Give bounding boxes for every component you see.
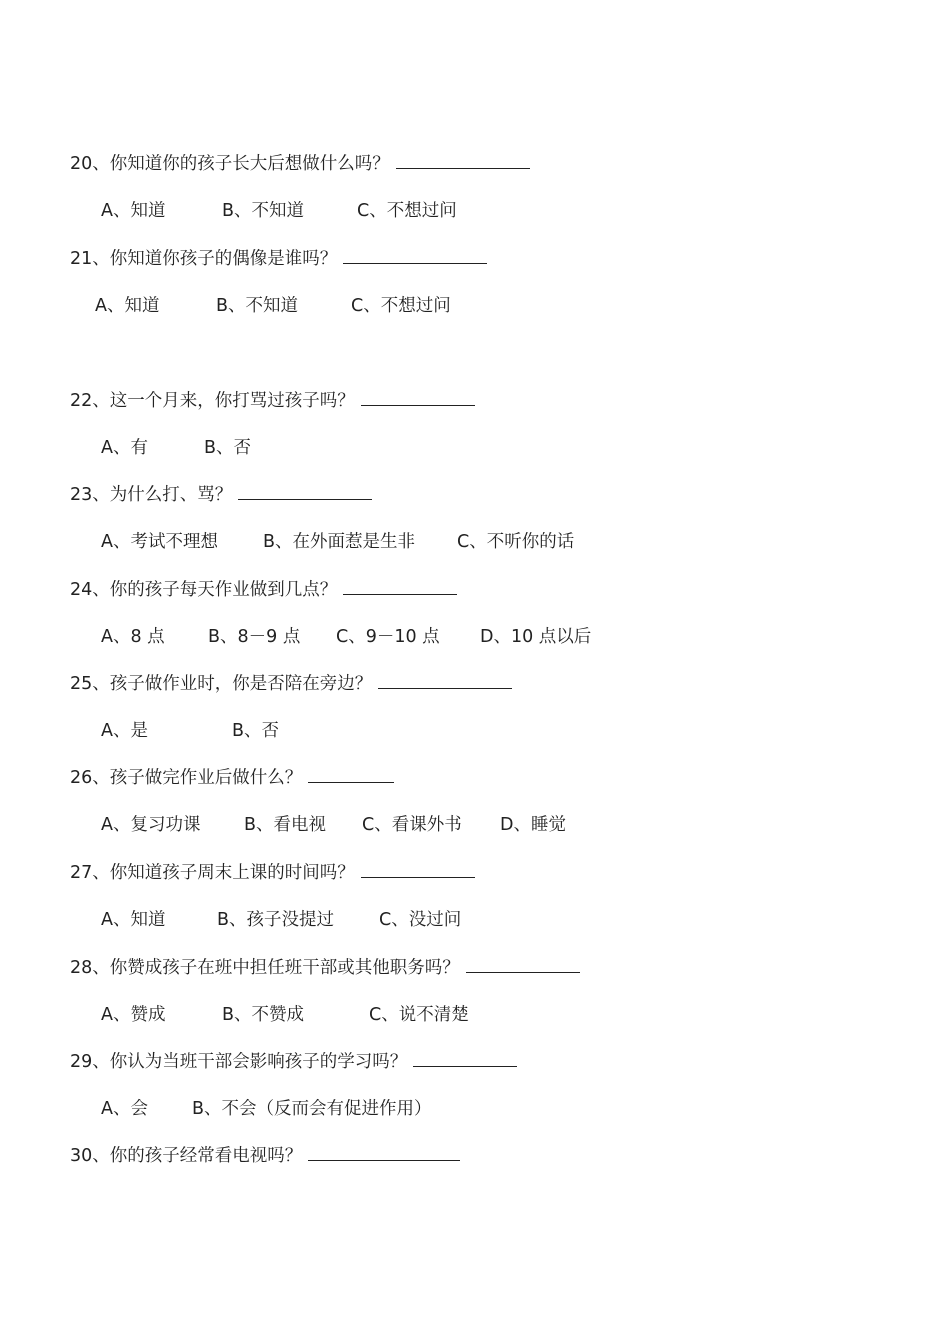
answer-blank[interactable] xyxy=(413,1065,517,1067)
option-b[interactable]: B、孩子没提过 xyxy=(217,910,335,930)
option-a[interactable]: A、知道 xyxy=(101,201,166,221)
options-29 xyxy=(0,1097,950,1121)
options-21 xyxy=(0,294,950,318)
option-c[interactable]: C、没过问 xyxy=(379,910,462,930)
question-21 xyxy=(70,247,487,271)
question-text: 25、孩子做作业时，你是否陪在旁边？ xyxy=(70,674,373,694)
question-text: 23、为什么打、骂？ xyxy=(70,485,233,505)
question-text: 21、你知道你孩子的偶像是谁吗？ xyxy=(70,249,338,269)
option-a[interactable]: A、8 点 xyxy=(101,627,165,647)
option-c[interactable]: C、9－10 点 xyxy=(336,627,440,647)
question-text: 22、这一个月来，你打骂过孩子吗？ xyxy=(70,391,355,411)
question-30 xyxy=(70,1144,460,1168)
question-text: 24、你的孩子每天作业做到几点？ xyxy=(70,580,338,600)
option-a[interactable]: A、知道 xyxy=(95,296,160,316)
option-a[interactable]: A、复习功课 xyxy=(101,815,201,835)
option-c[interactable]: C、看课外书 xyxy=(362,815,462,835)
option-a[interactable]: A、考试不理想 xyxy=(101,532,218,552)
question-28 xyxy=(70,956,580,980)
question-25 xyxy=(70,672,512,696)
options-25 xyxy=(0,719,950,743)
answer-blank[interactable] xyxy=(238,498,372,500)
answer-blank[interactable] xyxy=(308,1159,460,1161)
option-d[interactable]: D、睡觉 xyxy=(500,815,566,835)
answer-blank[interactable] xyxy=(378,687,512,689)
option-a[interactable]: A、会 xyxy=(101,1099,148,1119)
option-a[interactable]: A、赞成 xyxy=(101,1005,166,1025)
options-23 xyxy=(0,530,950,554)
option-a[interactable]: A、是 xyxy=(101,721,148,741)
option-d[interactable]: D、10 点以后 xyxy=(480,627,592,647)
option-b[interactable]: B、8－9 点 xyxy=(208,627,301,647)
option-c[interactable]: C、说不清楚 xyxy=(369,1005,469,1025)
option-c[interactable]: C、不想过问 xyxy=(357,201,457,221)
question-23 xyxy=(70,483,372,507)
question-text: 29、你认为当班干部会影响孩子的学习吗？ xyxy=(70,1052,408,1072)
question-text: 28、你赞成孩子在班中担任班干部或其他职务吗？ xyxy=(70,958,460,978)
option-b[interactable]: B、不知道 xyxy=(222,201,305,221)
option-c[interactable]: C、不想过问 xyxy=(351,296,451,316)
answer-blank[interactable] xyxy=(343,593,457,595)
option-c[interactable]: C、不听你的话 xyxy=(457,532,575,552)
option-a[interactable]: A、有 xyxy=(101,438,148,458)
option-b[interactable]: B、否 xyxy=(204,438,252,458)
options-20 xyxy=(0,199,950,223)
option-b[interactable]: B、在外面惹是生非 xyxy=(263,532,416,552)
option-b[interactable]: B、否 xyxy=(232,721,280,741)
options-28 xyxy=(0,1003,950,1027)
answer-blank[interactable] xyxy=(361,404,475,406)
answer-blank[interactable] xyxy=(308,781,394,783)
answer-blank[interactable] xyxy=(396,167,530,169)
question-24 xyxy=(70,578,457,602)
answer-blank[interactable] xyxy=(343,262,487,264)
answer-blank[interactable] xyxy=(361,876,475,878)
question-27 xyxy=(70,861,475,885)
question-26 xyxy=(70,766,394,790)
options-27 xyxy=(0,908,950,932)
option-a[interactable]: A、知道 xyxy=(101,910,166,930)
question-20 xyxy=(70,152,530,176)
question-text: 27、你知道孩子周末上课的时间吗？ xyxy=(70,863,355,883)
option-b[interactable]: B、不知道 xyxy=(216,296,299,316)
answer-blank[interactable] xyxy=(466,971,580,973)
options-24 xyxy=(0,625,950,649)
question-text: 26、孩子做完作业后做什么？ xyxy=(70,768,303,788)
question-22 xyxy=(70,389,475,413)
question-29 xyxy=(70,1050,517,1074)
options-26 xyxy=(0,813,950,837)
options-22 xyxy=(0,436,950,460)
option-b[interactable]: B、不会（反而会有促进作用） xyxy=(192,1099,432,1119)
option-b[interactable]: B、不赞成 xyxy=(222,1005,305,1025)
option-b[interactable]: B、看电视 xyxy=(244,815,327,835)
question-text: 30、你的孩子经常看电视吗？ xyxy=(70,1146,303,1166)
question-text: 20、你知道你的孩子长大后想做什么吗？ xyxy=(70,154,390,174)
